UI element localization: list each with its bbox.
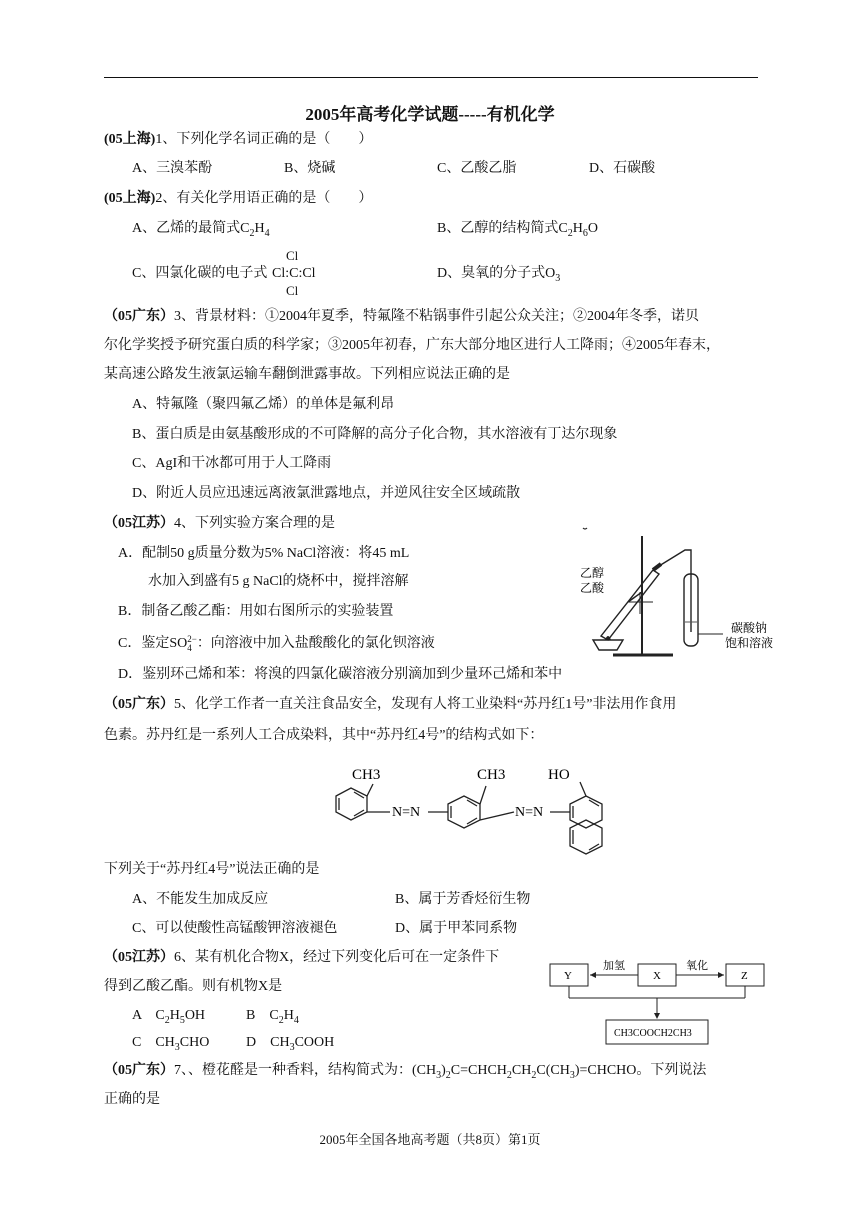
label-z: Z <box>741 970 748 982</box>
q2-b-sub2: 6 <box>582 227 588 239</box>
label-y: Y <box>564 970 572 982</box>
ccl4-middle: Cl:C:Cl <box>272 266 316 281</box>
q3-option-b: B、蛋白质是由氨基酸形成的不可降解的高分子化合物，其水溶液有丁达尔现象 <box>132 427 618 442</box>
q1-option-c: C、乙酸乙脂 <box>437 161 517 176</box>
q7-part-k: )=CHCHO。下列说法 <box>574 1063 707 1078</box>
q4-option-d: D．鉴别环己烯和苯：将溴的四氯化碳溶液分别滴加到少量环己烯和苯中 <box>118 667 563 682</box>
arrowhead-product <box>654 1013 660 1019</box>
question-5-text-1: 5、化学工作者一直关注食品安全，发现有人将工业染料“苏丹红1号”非法用作食用 <box>174 697 677 712</box>
q4-c-pre: C．鉴定SO <box>118 636 188 652</box>
sudan-red-4-structure <box>318 760 628 864</box>
page-title: 2005年高考化学试题-----有机化学 <box>305 105 555 124</box>
q6-b-text: B C <box>246 1008 279 1023</box>
question-3-text-1: 3、背景材料：①2004年夏季，特氟隆不粘锅事件引起公众关注；②2004年冬季，诺贝 <box>174 309 699 324</box>
q6-b-sub2: 4 <box>293 1014 299 1026</box>
q1-option-a: A、三溴苯酚 <box>132 161 213 176</box>
question-2-text: 2、有关化学用语正确的是（ ） <box>155 191 373 206</box>
azo-bond-left-2 <box>480 812 514 820</box>
q2-a-sub2: 4 <box>264 227 270 239</box>
label-ethyl-acetate: CH3COOCH2CH3 <box>614 1028 692 1039</box>
q6-b-sub1: 2 <box>278 1014 284 1026</box>
q2-a-h: H <box>254 221 265 236</box>
q5-option-b: B、属于芳香烃衍生物 <box>395 892 531 907</box>
hydroxyl-bond <box>580 782 586 796</box>
q6-a-end: OH <box>184 1008 206 1023</box>
question-6-source: （05江苏） <box>104 950 174 965</box>
question-5-source: （05广东） <box>104 697 174 712</box>
question-3-line-1 <box>104 308 699 326</box>
ccl4-bottom-cl: Cl <box>286 283 299 298</box>
q4-option-b: B．制备乙酸乙酯：用如右图所示的实验装置 <box>118 604 394 619</box>
q2-b-o: O <box>587 221 598 236</box>
q6-b-h: H <box>283 1008 294 1023</box>
arrowhead-y <box>590 972 596 978</box>
q7-part-d: 2 <box>445 1069 451 1081</box>
question-7-line-1 <box>104 1062 706 1080</box>
question-1-source: (05上海) <box>104 132 156 147</box>
q5-option-d: D、属于甲苯同系物 <box>395 921 518 936</box>
benzene-ring-2 <box>448 796 480 828</box>
q1-option-b: B、烧碱 <box>284 161 336 176</box>
q2-d-sub: 3 <box>555 272 561 284</box>
q6-a-sub2: 5 <box>179 1014 185 1026</box>
question-6-text-1: 6、某有机化合物X，经过下列变化后可在一定条件下 <box>174 950 500 965</box>
question-5-line-3: 下列关于“苏丹红4号”说法正确的是 <box>104 862 320 877</box>
q2-option-b <box>437 220 598 238</box>
question-4-source: （05江苏） <box>104 516 174 531</box>
q2-option-d <box>437 265 560 283</box>
q7-part-h: 2 <box>531 1069 537 1081</box>
q3-option-a: A、特氟隆（聚四氟乙烯）的单体是氟利昂 <box>132 397 395 412</box>
benzene-ring-1 <box>336 788 367 820</box>
question-3-source: （05广东） <box>104 309 174 324</box>
q4-option-c <box>118 635 435 653</box>
q6-d-text: D CH <box>246 1035 290 1050</box>
q6-option-d <box>246 1034 334 1052</box>
q6-option-a <box>132 1007 205 1025</box>
methyl-label-2: CH3 <box>477 767 506 783</box>
q7-part-a: 7、、橙花醛是一种香料，结构简式为：(CH <box>174 1063 437 1078</box>
hydroxyl-label: HO <box>548 767 570 783</box>
question-3-line-2: 尔化学奖授予研究蛋白质的科学家；③2005年初春，广东大部分地区进行人工降雨；④2005年春末， <box>104 338 720 353</box>
q6-c-end: CHO <box>179 1035 210 1050</box>
q2-option-a <box>132 220 270 238</box>
question-6-line-1 <box>104 949 499 967</box>
q6-option-b <box>246 1007 299 1025</box>
q7-part-b: 3 <box>436 1069 442 1081</box>
question-5-line-1 <box>104 696 676 714</box>
q2-a-sub1: 2 <box>249 227 255 239</box>
methyl-bond-1 <box>367 784 373 796</box>
question-1-stem <box>104 131 372 149</box>
question-2-source: (05上海) <box>104 191 156 206</box>
q6-c-sub: 3 <box>174 1041 180 1053</box>
question-6-line-2: 得到乙酸乙酯。则有机物X是 <box>104 979 283 994</box>
q1-option-d: D、石碳酸 <box>589 161 656 176</box>
q3-option-c: C、AgI和干冰都可用于人工降雨 <box>132 456 332 471</box>
q7-part-j: 3 <box>569 1069 575 1081</box>
alcohol-lamp <box>593 640 623 650</box>
q5-option-a: A、不能发生加成反应 <box>132 892 269 907</box>
azo-label-1: N=N <box>392 805 421 820</box>
q3-option-d: D、附近人员应迅速远离液氯泄露地点，并逆风往安全区域疏散 <box>132 486 521 501</box>
q6-a-sub1: 2 <box>164 1014 170 1026</box>
ccl4-top-cl: Cl <box>286 248 299 263</box>
header-rule <box>104 77 758 78</box>
question-7-source: （05广东） <box>104 1063 174 1078</box>
q6-d-end: COOH <box>294 1035 335 1050</box>
question-4-stem <box>104 515 335 533</box>
question-4-text: 4、下列实验方案合理的是 <box>174 516 335 531</box>
q4-c-sub: 4 <box>187 643 192 653</box>
q2-b-h: H <box>572 221 583 236</box>
reaction-tube <box>601 570 659 640</box>
methyl-bond-2 <box>480 786 486 804</box>
q7-part-e: C=CHCH <box>450 1063 507 1078</box>
conversion-diagram <box>548 952 768 1052</box>
q2-d-text: D、臭氧的分子式O <box>437 266 556 281</box>
methyl-label-1: CH3 <box>352 767 381 783</box>
question-7-line-2: 正确的是 <box>104 1092 160 1107</box>
q6-option-c <box>132 1034 209 1052</box>
question-5-line-2: 色素。苏丹红是一系列人工合成染料，其中“苏丹红4号”的结构式如下： <box>104 728 544 743</box>
q2-b-sub1: 2 <box>567 227 573 239</box>
label-x: X <box>653 970 661 982</box>
q4-option-a-line-2: 水加入到盛有5 g NaCl的烧杯中，搅拌溶解 <box>148 574 409 589</box>
delivery-tube <box>659 550 691 632</box>
page-footer: 2005年全国各地高考题（共8页）第1页 <box>319 1132 541 1147</box>
question-1-text: 1、下列化学名词正确的是（ ） <box>155 132 373 147</box>
q6-a-h: H <box>169 1008 180 1023</box>
label-hydrogenation: 加氢 <box>603 960 625 972</box>
q7-part-c: ) <box>441 1063 446 1078</box>
q6-c-text: C CH <box>132 1035 175 1050</box>
question-3-line-3: 某高速公路发生液氯运输车翻倒泄露事故。下列相应说法正确的是 <box>104 367 510 382</box>
q4-c-sup: 2− <box>187 634 197 644</box>
q6-d-sub: 3 <box>289 1041 295 1053</box>
label-ethanol: 乙醇 <box>580 566 605 580</box>
label-oxidation: 氧化 <box>686 960 708 972</box>
ester-apparatus-figure <box>573 522 783 664</box>
figure-mark <box>583 528 587 529</box>
q5-option-c: C、可以使酸性高锰酸钾溶液褪色 <box>132 921 338 936</box>
q2-option-c: C、四氯化碳的电子式 <box>132 266 268 281</box>
q2-b-text: B、乙醇的结构简式C <box>437 221 568 236</box>
question-2-stem <box>104 190 372 208</box>
q7-part-i: C(CH <box>536 1063 570 1078</box>
label-sodium-carbonate: 碳酸钠 <box>731 621 768 635</box>
q6-a-text: A C <box>132 1008 165 1023</box>
q4-option-a-line-1: A．配制50 g质量分数为5% NaCl溶液：将45 mL <box>118 546 410 561</box>
naphthalene-ring-2 <box>570 820 602 854</box>
arrowhead-z <box>718 972 724 978</box>
q7-part-g: CH <box>511 1063 532 1078</box>
naphthalene-ring-1 <box>570 796 602 828</box>
q4-c-post: ：向溶液中加入盐酸酸化的氯化钡溶液 <box>196 636 435 652</box>
q2-a-text: A、乙烯的最简式C <box>132 221 250 236</box>
label-acetic-acid: 乙酸 <box>580 581 605 595</box>
label-saturated-solution: 饱和溶液 <box>725 636 774 650</box>
q7-part-f: 2 <box>506 1069 512 1081</box>
azo-label-2: N=N <box>515 805 544 820</box>
